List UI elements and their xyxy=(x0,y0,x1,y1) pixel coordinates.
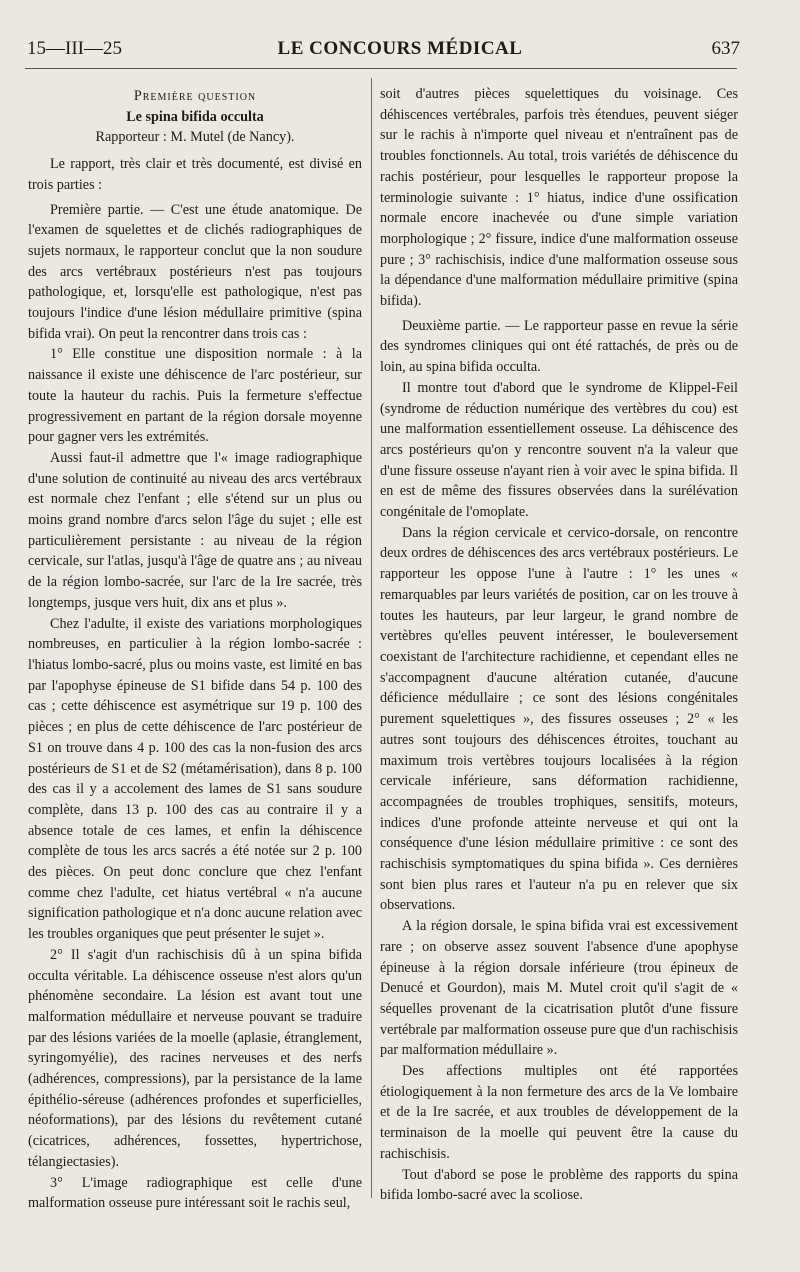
paragraph: 2° Il s'agit d'un rachischisis dû à un spina bifida occulta véritable. La déhiscence osseuse n'est alors qu'un phénomène secondaire. La lésion est avant tout une malformation médullaire et nerveuse pouvant se traduire par des lésions variées de la moelle (aplasie, étranglement, syringomyélie), des racines nerveuses et des nerfs (adhérences, compressions), par la persistance de la lame épithélio-séreuse (adhérences profondes et superficielles, néoformations), par des lésions du revêtement cutané (cicatrices, adhérences, fossettes, hypertrichose, télangiectasies). xyxy=(28,946,362,1170)
paragraph: Il montre tout d'abord que le syndrome de Klippel-Feil (syndrome de réduction numérique des vertèbres du cou) est une malformation essentiellement osseuse. La déhiscence des arcs postérieurs qu'on y rencontre souvent n'a la valeur que d'une fissure osseuse n'ayant rien à voir avec le spina bifida. Il en est de même des fissures observées dans la surélévation congénitale de l'omoplate. xyxy=(380,379,738,521)
paragraph: Des affections multiples ont été rapportées étiologiquement à la non fermeture des arcs de la Ve lombaire et de la Ire sacrée, et aux troubles de développement de la terminaison de la moelle qui peuvent être la cause du rachischisis. xyxy=(380,1063,738,1162)
paragraph: Aussi faut-il admettre que l'« image radiographique d'une solution de continuité au niveau des arcs vertébraux est normale chez l'enfant ; elle s'étend sur un plus ou moins grand nombre d'arcs selon l'âge du sujet ; elle est particulièrement persistante : au niveau de la région cervicale, sur l'atlas, jusqu'à l'âge de quatre ans ; au niveau de la région lombo-sacrée, sur l'arc de la Ire sacrée, très longtemps, jusque vers huit, dix ans et plus ». xyxy=(28,449,362,611)
article-subtitle: Le spina bifida occulta xyxy=(126,108,264,125)
paragraph: Dans la région cervicale et cervico-dorsale, on rencontre deux ordres de déhiscences des arcs vertébraux postérieurs. Le rapporteur les oppose l'une à l'autre : 1° les unes « remarquables par leurs variétés de position, car on les trouve à toutes les hauteurs, par leur largeur, le grand nombre de vertèbres qu'elles peuvent intéresser, le bouleversement coexistant de l'architecture rachidienne, et cependant elles ne s'accompagnent d'aucune altération cutanée, d'aucune déficience médullaire ; ce sont des lésions congénitales purement squelettiques », des fissures osseuses ; 2° « les autres sont toujours des déhiscences étroites, touchant au maximum trois vertèbres toujours localisées à la région cervicale inférieure, sans déformation rachidienne, accompagnées de troubles trophiques, sensitifs, moteurs, indices d'une profonde atteinte nerveuse et qui ont la conséquence d'une lésion médullaire primitive : ce sont des rachischisis symptomatiques du spina bifida ». Ces dernières sont bien plus rares et l'auteur n'a pu en relever que six observations. xyxy=(380,524,738,914)
running-header xyxy=(0,38,800,64)
journal-title: LE CONCOURS MÉDICAL xyxy=(277,38,523,59)
issue-date: 15—III—25 xyxy=(27,38,122,59)
page-number: 637 xyxy=(711,38,740,59)
paragraph: soit d'autres pièces squelettiques du voisinage. Ces déhiscences vertébrales, parfois très étendues, peuvent siéger sur le rachis à n'importe quel niveau et n'entraînent pas de troubles fonctionnels. Au total, trois variétés de déhiscence du rachis postérieur, pour lesquelles le rapporteur propose la terminologie suivante : 1° hiatus, indice d'une ossification normale encore inachevée ou d'une simple variation morphologique ; 2° fissure, indice d'une malformation osseuse pure ; 3° rachischisis, indice d'une malformation osseuse sous la dépendance d'une malformation médullaire primitive (spina bifida). xyxy=(380,86,738,310)
column-divider xyxy=(371,78,372,1198)
rapporteur-line: Rapporteur : M. Mutel (de Nancy). xyxy=(95,129,295,146)
paragraph: Deuxième partie. — Le rapporteur passe en revue la série des syndromes cliniques qui ont été rattachés, de près ou de loin, au spina bifida occulta. xyxy=(380,317,738,376)
header-rule xyxy=(25,68,737,69)
paragraph: A la région dorsale, le spina bifida vrai est excessivement rare ; on observe assez souvent l'absence d'une apophyse épineuse à la région dorsale inférieure (trou épineux de Denucé et Gourdon), mais M. Mutel croit qu'il s'agit de « séquelles provenant de la cicatrisation plutôt d'une fissure vertébrale par malformation osseuse pure que d'un rachischisis par malformation médullaire ». xyxy=(380,918,738,1059)
paragraph: Le rapport, très clair et très documenté, est divisé en trois parties : xyxy=(28,156,362,193)
paragraph: Tout d'abord se pose le problème des rapports du spina bifida lombo-sacré avec la scoliose. xyxy=(380,1166,738,1204)
paragraph: 1° Elle constitue une disposition normale : à la naissance il existe une déhiscence de l'arc postérieur, sur toute la hauteur du rachis. Puis la fermeture s'effectue progressivement en partant de la région dorsale moyenne pour gagner vers les extrémités. xyxy=(28,346,362,446)
paragraph: Chez l'adulte, il existe des variations morphologiques nombreuses, en particulier à la région lombo-sacrée : l'hiatus lombo-sacré, plus ou moins vaste, est limité en bas par l'apophyse épineuse de S1 bifide dans 54 p. 100 des cas ; cette déhiscence est asymétrique sur 19 p. 100 des pièces ; en plus de cette déhiscence de l'arc postérieur de S1 on trouve dans 4 p. 100 des cas la non-fusion des arcs postérieurs de S1 et de S2 (métamérisation), dans 8 p. 100 des cas il y a accolement des lames de S1 sans soudure complète, dans 13 p. 100 des cas au contraire il y a absence totale de ces lames, et enfin la déhiscence complète de tous les arcs sacrés a été notée sur 2 p. 100 des pièces. On peut donc conclure que chez l'enfant comme chez l'adulte, cet hiatus vertébral « n'a aucune signification pathologique et n'a donc aucune relation avec les troubles organiques que peut présenter le sujet ». xyxy=(28,615,362,943)
section-title: Première question xyxy=(133,88,257,104)
paragraph: 3° L'image radiographique est celle d'une malformation osseuse pure intéressant soit le rachis seul, xyxy=(28,1174,362,1212)
right-column xyxy=(380,84,738,1206)
paragraph: Première partie. — C'est une étude anatomique. De l'examen de squelettes et de clichés radiographiques de sujets normaux, le rapporteur conclut que la non soudure des arcs vertébraux postérieurs n'est pas toujours pathologique, et, lorsqu'elle est pathologique, n'est pas toujours l'indice d'une lésion médullaire primitive (spina bifida vrai). On peut la rencontrer dans trois cas : xyxy=(28,201,362,342)
left-column xyxy=(28,84,362,1214)
